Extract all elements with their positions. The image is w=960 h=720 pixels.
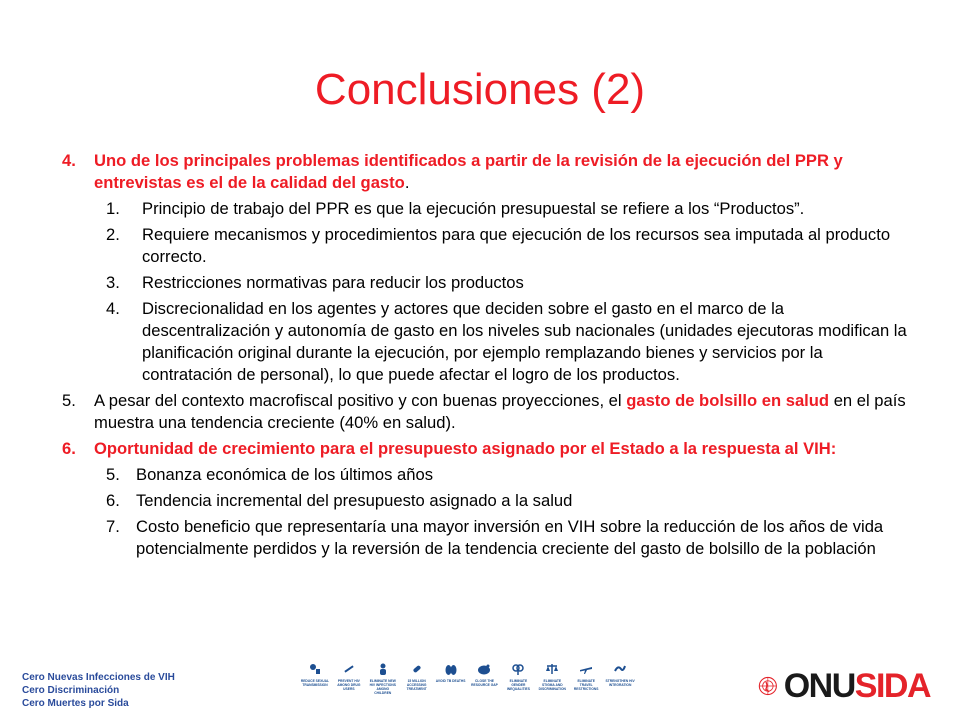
sub-list-item — [52, 516, 912, 560]
goals-icon-strip — [300, 662, 635, 708]
tagline-line: Cero Nuevas Infecciones de VIH — [22, 672, 175, 683]
logo-wordmark — [784, 666, 930, 706]
footer-tagline — [22, 671, 175, 710]
list-number: 5. — [62, 391, 76, 410]
slide-title: Conclusiones (2) — [314, 65, 646, 114]
slide-body — [52, 150, 912, 564]
accessing-treatment-icon — [410, 662, 424, 676]
list-item-text: Tendencia incremental del presupuesto asignado a la salud — [136, 491, 573, 510]
goal-caption: CLOSE THE RESOURCE GAP — [471, 679, 498, 687]
goal-item — [571, 662, 601, 708]
onusida-logo — [758, 666, 930, 706]
tagline-line: Cero Muertes por Sida — [22, 698, 129, 709]
goal-item — [300, 662, 330, 708]
goal-item — [605, 662, 635, 708]
list-number: 4. — [62, 151, 76, 170]
list-item-text: Requiere mecanismos y procedimientos para que ejecución de los recursos sea imputada al producto correcto. — [142, 225, 891, 266]
logo-part-sida: SIDA — [854, 667, 930, 705]
list-number: 6. — [62, 439, 76, 458]
close-resource-gap-icon — [477, 662, 491, 676]
list-item-text-highlight: Uno de los principales problemas identificados a partir de la revisión de la ejecución del PPR y entrevistas es el de la calidad del gasto — [94, 151, 843, 192]
list-number: 6. — [106, 491, 120, 510]
sub-list-item — [52, 224, 912, 268]
goal-caption: ELIMINATE GENDER INEQUALITIES — [506, 679, 530, 691]
tagline-line: Cero Discriminación — [22, 685, 120, 696]
sub-list-item — [52, 272, 912, 294]
goal-item — [470, 662, 500, 708]
goal-item — [503, 662, 533, 708]
list-item-text: en el país muestra una tendencia creciente (40% en salud). — [94, 391, 906, 432]
sub-list-item — [52, 490, 912, 512]
list-item-6 — [52, 438, 912, 460]
sub-list-item — [52, 198, 912, 220]
gender-inequalities-icon — [511, 662, 525, 676]
eliminate-new-infections-children-icon — [376, 662, 390, 676]
list-number: 5. — [106, 465, 120, 484]
goal-caption: ELIMINATE TRAVEL RESTRICTIONS — [573, 679, 599, 691]
list-item-text: A pesar del contexto macrofiscal positivo y con buenas proyecciones, el — [94, 391, 627, 410]
goal-caption: PREVENT HIV AMONG DRUG USERS — [337, 679, 361, 691]
goal-caption: AVOID TB DEATHS — [435, 679, 466, 683]
list-item-text: Bonanza económica de los últimos años — [136, 465, 434, 484]
goal-caption: 15 MILLION ACCESSING TREATMENT — [406, 679, 427, 691]
list-number: 3. — [106, 273, 120, 292]
un-emblem-icon — [758, 671, 778, 701]
list-item-text: Costo beneficio que representaría una mayor inversión en VIH sobre la reducción de los años de vida potencialmente perdidos y la reversión de la tendencia creciente del gasto de bolsillo de la población — [136, 517, 884, 558]
list-item-text-highlight: Oportunidad de crecimiento para el presupuesto asignado por el Estado a la respuesta al VIH: — [94, 439, 837, 458]
list-item-text-highlight: gasto de bolsillo en salud — [626, 391, 830, 410]
list-item-text: . — [404, 173, 410, 192]
hiv-integration-icon — [613, 662, 627, 676]
list-number: 4. — [106, 299, 120, 318]
goal-item — [436, 662, 466, 708]
logo-part-onu: ONU — [783, 667, 855, 705]
list-item-text: Restricciones normativas para reducir los productos — [142, 273, 524, 292]
list-item-4 — [52, 150, 912, 194]
travel-restrictions-icon — [579, 662, 593, 676]
reduce-sexual-transmission-icon — [308, 662, 322, 676]
sub-list-item — [52, 298, 912, 386]
goal-caption: ELIMINATE STIGMA AND DISCRIMINATION — [538, 679, 566, 691]
goal-item — [334, 662, 364, 708]
goal-item — [402, 662, 432, 708]
list-item-text: Discrecionalidad en los agentes y actores que deciden sobre el gasto en el marco de la descentralización y autonomía de gasto en los niveles sub nacionales (unidades ejecutoras modifican la planificación original durante la ejecución, por ejemplo remplazando bienes y servicios por la contratación de personal), lo que puede afectar el logro de los productos. — [142, 299, 907, 384]
list-number: 1. — [106, 199, 120, 218]
avoid-tb-deaths-icon — [444, 662, 458, 676]
prevent-hiv-drug-users-icon — [342, 662, 356, 676]
list-number: 2. — [106, 225, 120, 244]
list-item-5 — [52, 390, 912, 434]
goal-caption: ELIMINATE NEW HIV INFECTIONS AMONG CHILDREN — [369, 679, 396, 695]
goal-caption: REDUCE SEXUAL TRANSMISSION — [300, 679, 330, 687]
list-number: 7. — [106, 517, 120, 536]
goal-item — [537, 662, 567, 708]
stigma-discrimination-icon — [545, 662, 559, 676]
goal-caption: STRENGTHEN HIV INTEGRATION — [605, 679, 635, 687]
sub-list-item — [52, 464, 912, 486]
list-item-text: Principio de trabajo del PPR es que la ejecución presupuestal se refiere a los “Productos”. — [142, 199, 805, 218]
goal-item — [368, 662, 398, 708]
